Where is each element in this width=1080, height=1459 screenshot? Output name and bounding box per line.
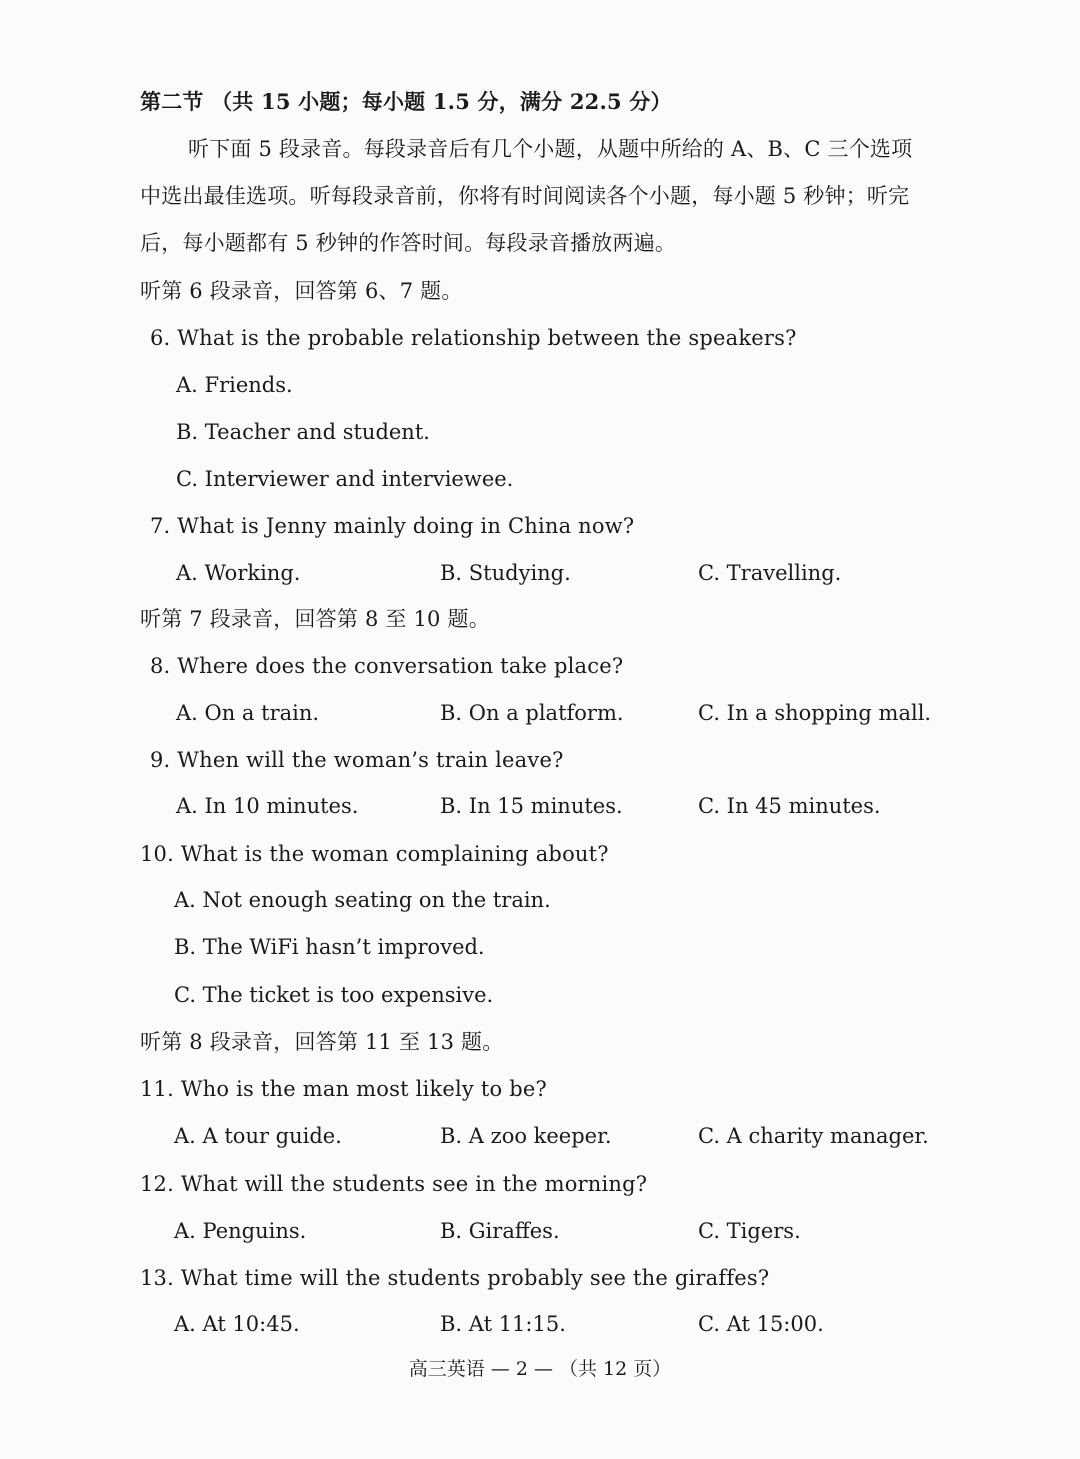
question-8-option-a: A. On a train.: [176, 701, 320, 725]
question-6-option-b: B. Teacher and student.: [176, 420, 430, 444]
question-7: 7. What is Jenny mainly doing in China now?: [150, 514, 635, 538]
question-12-option-a: A. Penguins.: [174, 1219, 307, 1243]
question-13-option-a: A. At 10:45.: [174, 1312, 300, 1336]
question-9-option-c: C. In 45 minutes.: [698, 794, 881, 818]
question-6-option-a: A. Friends.: [176, 373, 293, 397]
question-8-option-b: B. On a platform.: [440, 701, 624, 725]
question-11-option-b: B. A zoo keeper.: [440, 1124, 612, 1148]
question-10-option-c: C. The ticket is too expensive.: [174, 983, 494, 1007]
question-13-option-b: B. At 11:15.: [440, 1312, 566, 1336]
group-intro-7: 听第 7 段录音，回答第 8 至 10 题。: [140, 607, 490, 631]
question-10-option-a: A. Not enough seating on the train.: [174, 888, 551, 912]
question-12-option-c: C. Tigers.: [698, 1219, 801, 1243]
section-heading: 第二节 （共 15 小题；每小题 1.5 分，满分 22.5 分）: [140, 89, 672, 114]
group-intro-6: 听第 6 段录音，回答第 6、7 题。: [140, 279, 463, 303]
question-11-option-c: C. A charity manager.: [698, 1124, 929, 1148]
question-7-option-b: B. Studying.: [440, 561, 571, 585]
question-9: 9. When will the woman’s train leave?: [150, 748, 564, 772]
question-9-option-b: B. In 15 minutes.: [440, 794, 623, 818]
question-10: 10. What is the woman complaining about?: [140, 842, 609, 866]
question-12-option-b: B. Giraffes.: [440, 1219, 560, 1243]
instruction-line-3: 后，每小题都有 5 秒钟的作答时间。每段录音播放两遍。: [140, 231, 677, 255]
instruction-line-2: 中选出最佳选项。听每段录音前，你将有时间阅读各个小题，每小题 5 秒钟；听完: [140, 184, 910, 208]
instruction-line-1: 听下面 5 段录音。每段录音后有几个小题，从题中所给的 A、B、C 三个选项: [188, 137, 913, 161]
question-9-option-a: A. In 10 minutes.: [176, 794, 359, 818]
question-6: 6. What is the probable relationship between the speakers?: [150, 326, 797, 350]
question-7-option-c: C. Travelling.: [698, 561, 842, 585]
question-10-option-b: B. The WiFi hasn’t improved.: [174, 935, 485, 959]
question-13: 13. What time will the students probably see the giraffes?: [140, 1266, 770, 1290]
page-footer: 高三英语 — 2 — （共 12 页）: [408, 1358, 672, 1380]
question-12: 12. What will the students see in the morning?: [140, 1172, 648, 1196]
question-11-option-a: A. A tour guide.: [174, 1124, 342, 1148]
question-13-option-c: C. At 15:00.: [698, 1312, 824, 1336]
question-8: 8. Where does the conversation take place?: [150, 654, 624, 678]
question-8-option-c: C. In a shopping mall.: [698, 701, 932, 725]
question-11: 11. Who is the man most likely to be?: [140, 1077, 547, 1101]
question-7-option-a: A. Working.: [176, 561, 301, 585]
group-intro-8: 听第 8 段录音，回答第 11 至 13 题。: [140, 1030, 504, 1054]
question-6-option-c: C. Interviewer and interviewee.: [176, 467, 514, 491]
